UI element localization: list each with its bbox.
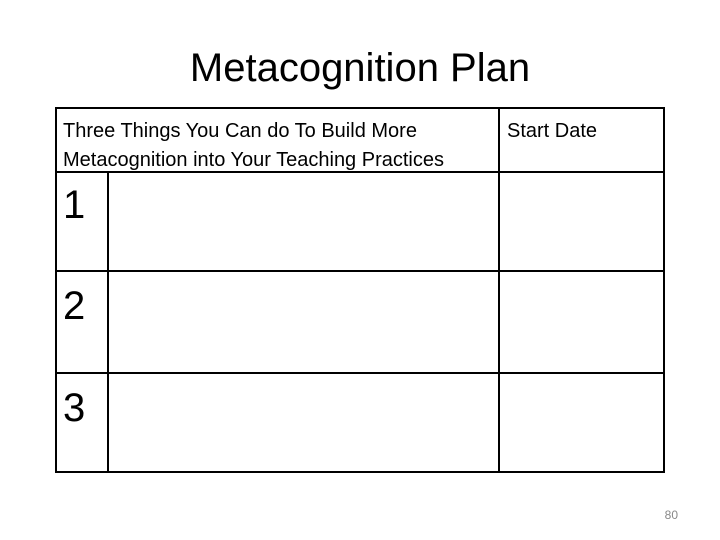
date-column-divider: [498, 272, 500, 372]
table-row: [57, 272, 663, 374]
header-activities-line1: Three Things You Can do To Build More: [63, 120, 417, 142]
row-number: 1: [63, 183, 86, 227]
plan-table: [55, 107, 665, 473]
table-row: [57, 171, 663, 272]
header-column-divider: [498, 109, 500, 171]
row-number: 3: [63, 386, 86, 430]
header-activities-line2: Metacognition into Your Teaching Practices: [63, 149, 444, 171]
header-start-date-cell: Start Date: [507, 120, 598, 142]
header-activities-cell: [63, 117, 493, 175]
page-number: 80: [664, 508, 678, 522]
date-column-divider: [498, 374, 500, 471]
table-header-row: [57, 109, 663, 173]
number-column-divider: [107, 272, 109, 372]
table-row: [57, 374, 663, 471]
slide-title: Metacognition Plan: [189, 46, 531, 90]
row-number: 2: [63, 284, 86, 328]
number-column-divider: [107, 374, 109, 471]
date-column-divider: [498, 171, 500, 270]
number-column-divider: [107, 171, 109, 270]
